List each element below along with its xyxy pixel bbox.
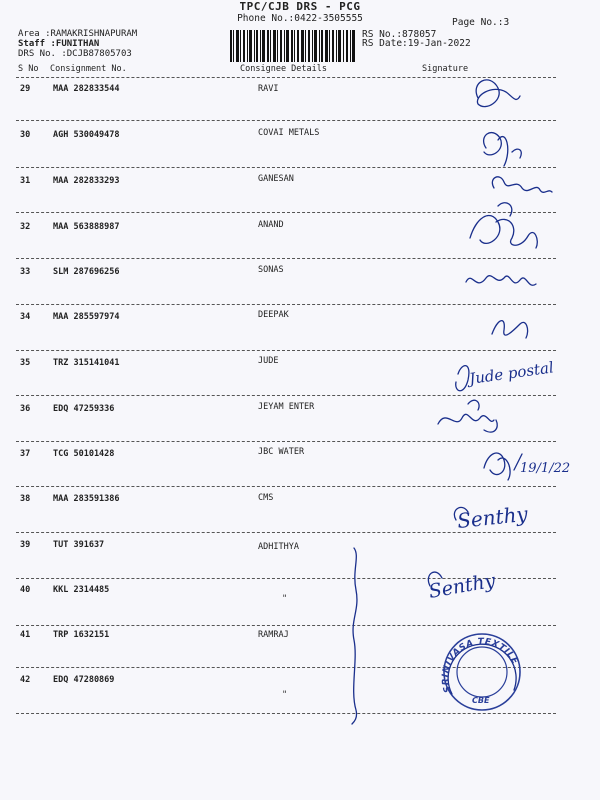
row-consignee: JUDE [258,356,279,366]
row-consignee: CMS [258,493,274,503]
staff-label: Staff :FUNITHAN [18,39,100,49]
row-sno: 38 [20,494,31,504]
row-consignee: ANAND [258,220,284,230]
signature-text-40: Senthy [427,569,497,603]
row-consignee: " [282,594,288,604]
row-divider [16,667,556,668]
column-header-details: Consignee Details [240,64,327,74]
row-consignment: MAA 563888987 [53,222,120,232]
drs-number: DRS No. :DCJB87805703 [18,49,132,59]
sheet-title: TPC/CJB DRS - PCG [239,0,361,13]
row-sno: 39 [20,540,31,550]
signature-text-jude: Jude postal [468,358,555,388]
row-consignment: EDQ 47259336 [53,404,115,414]
row-sno: 40 [20,585,31,595]
rs-date: RS Date:19-Jan-2022 [362,38,471,49]
phone-number: Phone No.:0422-3505555 [237,13,363,24]
row-sno: 33 [20,267,31,277]
row-consignee: DEEPAK [258,310,289,320]
row-consignee: JEYAM ENTER [258,402,315,412]
row-consignment: MAA 282833544 [53,84,120,94]
row-consignee: SONAS [258,265,284,275]
row-divider [16,532,556,533]
row-consignment: TUT 391637 [53,540,105,550]
column-header-consignment: Consignment No. [50,64,127,74]
row-consignee: JBC WATER [258,447,305,457]
row-consignee: ADHITHYA [258,542,299,552]
row-divider [16,167,556,168]
row-divider [16,395,556,396]
page-number: Page No.:3 [452,17,510,28]
signature-date: 19/1/22 [520,461,571,476]
row-consignee: " [282,690,288,700]
row-divider [16,625,556,626]
row-divider [16,304,556,305]
row-consignment: SLM 287696256 [53,267,120,277]
column-header-sno: S No [18,64,39,74]
row-consignment: TCG 50101428 [53,449,115,459]
company-stamp [441,634,520,710]
stamp-city: CBE [472,696,490,705]
row-consignment: TRP 1632151 [53,630,110,640]
row-sno: 32 [20,222,31,232]
row-consignment: MAA 282833293 [53,176,120,186]
row-consignee: GANESAN [258,174,294,184]
barcode [230,30,355,62]
rs-number: RS No.:878057 [362,29,437,40]
row-sno: 42 [20,675,31,685]
row-consignment: MAA 283591386 [53,494,120,504]
row-consignee: COVAI METALS [258,128,320,138]
row-consignment: KKL 2314485 [53,585,110,595]
row-divider [16,120,556,121]
row-consignee: RAMRAJ [258,630,289,640]
row-sno: 37 [20,449,31,459]
svg-text:SRINIVASA TEXTILE [441,637,520,694]
area-label: Area :RAMAKRISHNAPURAM [18,29,138,39]
row-divider [16,578,556,579]
row-divider [16,441,556,442]
row-consignment: TRZ 315141041 [53,358,120,368]
row-sno: 36 [20,404,31,414]
row-sno: 30 [20,130,31,140]
row-consignment: AGH 530049478 [53,130,120,140]
column-header-signature: Signature [422,64,469,74]
row-sno: 34 [20,312,31,322]
stamp-text: SRINIVASA TEXTILE [440,637,520,694]
row-sno: 35 [20,358,31,368]
row-divider [16,212,556,213]
row-sno: 31 [20,176,31,186]
row-consignment: EDQ 47280869 [53,675,115,685]
row-divider [16,486,556,487]
row-divider [16,713,556,714]
row-sno: 29 [20,84,31,94]
header-divider [16,77,556,78]
row-consignment: MAA 285597974 [53,312,120,322]
row-sno: 41 [20,630,31,640]
signature-text-38: Senthy [456,501,529,533]
row-divider [16,350,556,351]
row-divider [16,258,556,259]
row-consignee: RAVI [258,84,279,94]
